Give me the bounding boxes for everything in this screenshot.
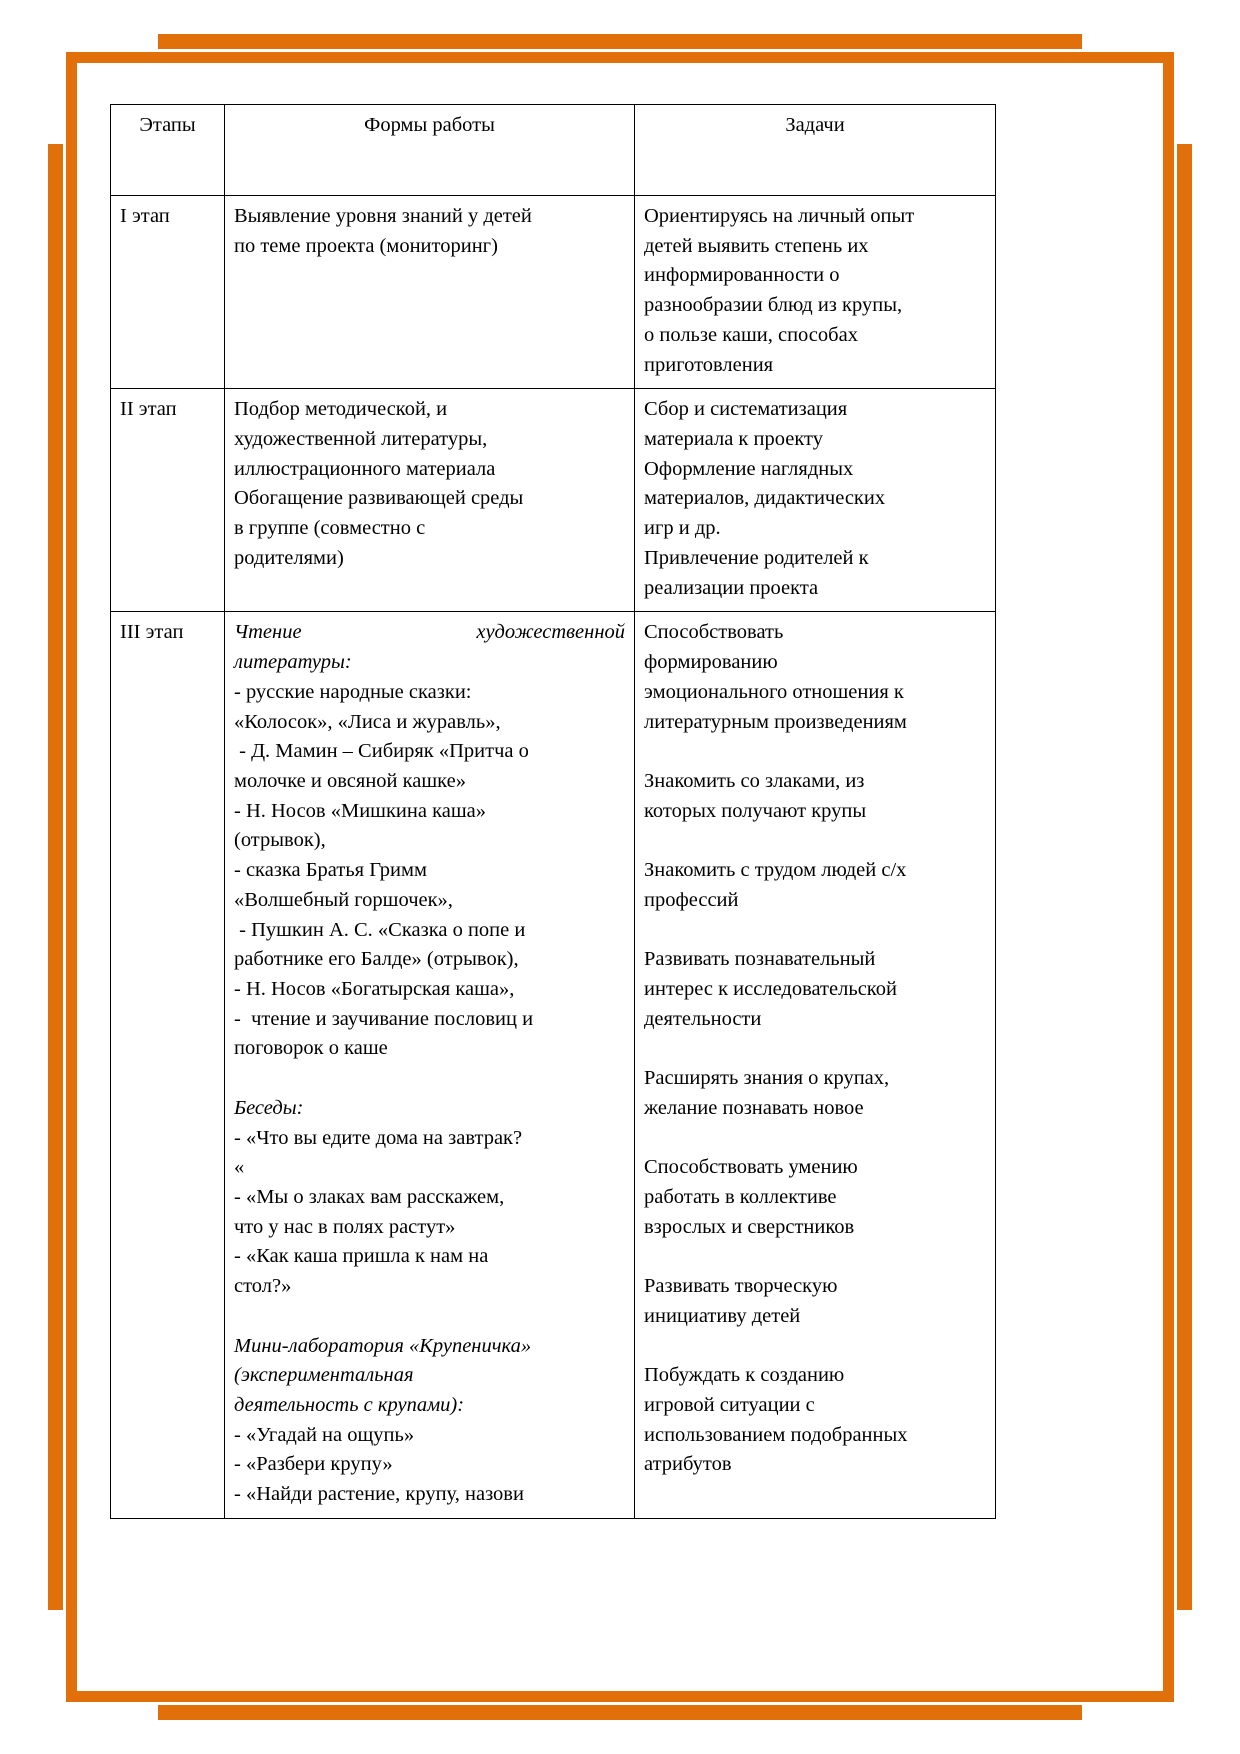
forms-line: художественной литературы, — [234, 428, 488, 451]
tasks-line: Способствовать — [644, 621, 784, 644]
tasks-line: приготовления — [644, 353, 774, 376]
paragraph-spacer — [644, 916, 986, 946]
stage-cell-1: I этап — [111, 196, 225, 389]
tasks-line: формированию — [644, 651, 778, 674]
table-header — [111, 105, 996, 196]
tasks-line: которых получают крупы — [644, 799, 867, 822]
table-body — [111, 196, 996, 1519]
forms-line: поговорок о каше — [234, 1037, 388, 1060]
forms-heading-minilab: Мини-лаборатория «Крупеничка» — [234, 1334, 532, 1357]
forms-line: молочке и овсяной кашке» — [234, 769, 466, 792]
tasks-line: материалов, дидактических — [644, 487, 886, 510]
forms-line: Обогащение развивающей среды — [234, 487, 524, 510]
forms-line: - сказка Братья Гримм — [234, 859, 427, 882]
forms-line: - Н. Носов «Мишкина каша» — [234, 799, 486, 822]
forms-cell-2 — [225, 389, 635, 612]
tasks-line: информированности о — [644, 264, 840, 287]
corner-notch-bottom-right-v — [1174, 1610, 1192, 1720]
forms-line: что у нас в полях растут» — [234, 1215, 456, 1238]
forms-heading-talks: Беседы: — [234, 1096, 304, 1119]
tasks-line: Знакомить со злаками, из — [644, 769, 865, 792]
forms-line: иллюстрационного материала — [234, 457, 496, 480]
tasks-cell-3 — [635, 612, 996, 1519]
tasks-line: Развивать познавательный — [644, 948, 876, 971]
tasks-line: Способствовать умению — [644, 1156, 858, 1179]
corner-notch-top-right-v — [1174, 34, 1192, 144]
tasks-line: Привлечение родителей к — [644, 546, 869, 569]
project-plan-table — [110, 104, 996, 1519]
paragraph-spacer — [234, 1064, 625, 1094]
forms-line: Подбор методической, и — [234, 398, 448, 421]
forms-line: «Волшебный горшочек», — [234, 888, 453, 911]
tasks-line: материала к проекту — [644, 428, 823, 451]
column-header-forms: Формы работы — [225, 105, 635, 196]
forms-line: - «Мы о злаках вам расскажем, — [234, 1186, 505, 1208]
forms-line: (отрывок), — [234, 829, 326, 852]
forms-line: родителями) — [234, 546, 344, 569]
tasks-line: Побуждать к созданию — [644, 1364, 845, 1387]
tasks-line: Знакомить с трудом людей с/х — [644, 859, 907, 882]
column-header-stage: Этапы — [111, 105, 225, 196]
forms-heading-reading-cont: литературы: — [234, 651, 352, 674]
tasks-line: Сбор и систематизация — [644, 398, 848, 421]
tasks-line: использованием подобранных — [644, 1423, 908, 1446]
table-row — [111, 389, 996, 612]
table-row — [111, 196, 996, 389]
forms-line: стол?» — [234, 1275, 292, 1298]
tasks-line: о пользе каши, способах — [644, 323, 858, 346]
tasks-line: взрослых и сверстников — [644, 1215, 855, 1238]
forms-line: - Н. Носов «Богатырская каша», — [234, 977, 515, 1000]
tasks-line: инициативу детей — [644, 1304, 801, 1327]
tasks-line: работать в коллективе — [644, 1186, 837, 1208]
tasks-line: детей выявить степень их — [644, 234, 869, 257]
paragraph-spacer — [644, 737, 986, 767]
forms-heading-minilab-line: деятельность с крупами): — [234, 1394, 465, 1417]
forms-line: по теме проекта (мониторинг) — [234, 234, 498, 257]
page-content — [110, 104, 995, 1519]
forms-cell-1 — [225, 196, 635, 389]
forms-line: - «Что вы едите дома на завтрак? — [234, 1126, 523, 1149]
corner-notch-top-left-v — [48, 34, 66, 144]
tasks-line: атрибутов — [644, 1453, 732, 1476]
tasks-line: интерес к исследовательской — [644, 977, 897, 1000]
paragraph-spacer — [644, 1242, 986, 1272]
forms-line: - «Найди растение, крупу, назови — [234, 1483, 524, 1506]
forms-line: Выявление уровня знаний у детей — [234, 205, 532, 227]
forms-line: в группе (совместно с — [234, 517, 426, 540]
paragraph-spacer — [644, 1034, 986, 1064]
forms-line: «Колосок», «Лиса и журавль», — [234, 710, 501, 733]
paragraph-spacer — [234, 1302, 625, 1332]
tasks-line: Расширять знания о крупах, — [644, 1067, 890, 1090]
forms-cell-3 — [225, 612, 635, 1519]
forms-line: - Д. Мамин – Сибиряк «Притча о — [234, 740, 529, 763]
tasks-cell-2 — [635, 389, 996, 612]
tasks-line: литературным произведениям — [644, 710, 907, 733]
corner-notch-bottom-left-v — [48, 1610, 66, 1720]
table-row — [111, 612, 996, 1519]
tasks-line: желание познавать новое — [644, 1096, 864, 1119]
tasks-line: профессий — [644, 888, 739, 911]
table-header-row — [111, 105, 996, 196]
forms-line: - «Угадай на ощупь» — [234, 1423, 415, 1446]
tasks-line: Оформление наглядных — [644, 457, 854, 480]
tasks-cell-1 — [635, 196, 996, 389]
forms-heading-minilab-line: (экспериментальная — [234, 1364, 414, 1387]
stage-cell-2: II этап — [111, 389, 225, 612]
forms-line: - «Как каша пришла к нам на — [234, 1245, 489, 1268]
forms-heading-reading: Чтение художественной — [234, 621, 625, 644]
tasks-line: Ориентируясь на личный опыт — [644, 205, 915, 227]
forms-line: - русские народные сказки: — [234, 680, 472, 703]
paragraph-spacer — [644, 1332, 986, 1362]
forms-line: - Пушкин А. С. «Сказка о попе и — [234, 918, 526, 941]
column-header-tasks: Задачи — [635, 105, 996, 196]
tasks-line: реализации проекта — [644, 576, 819, 599]
tasks-line: Развивать творческую — [644, 1275, 838, 1298]
paragraph-spacer — [644, 826, 986, 856]
forms-line: - «Разбери крупу» — [234, 1453, 393, 1476]
forms-line: работнике его Балде» (отрывок), — [234, 948, 519, 971]
tasks-line: разнообразии блюд из крупы, — [644, 294, 903, 317]
paragraph-spacer — [644, 1124, 986, 1154]
tasks-line: игр и др. — [644, 517, 721, 540]
tasks-line: эмоционального отношения к — [644, 680, 904, 703]
tasks-line: деятельности — [644, 1007, 762, 1030]
forms-line: « — [234, 1156, 245, 1179]
forms-line: - чтение и заучивание пословиц и — [234, 1007, 534, 1030]
stage-cell-3: III этап — [111, 612, 225, 1519]
tasks-line: игровой ситуации с — [644, 1394, 815, 1417]
